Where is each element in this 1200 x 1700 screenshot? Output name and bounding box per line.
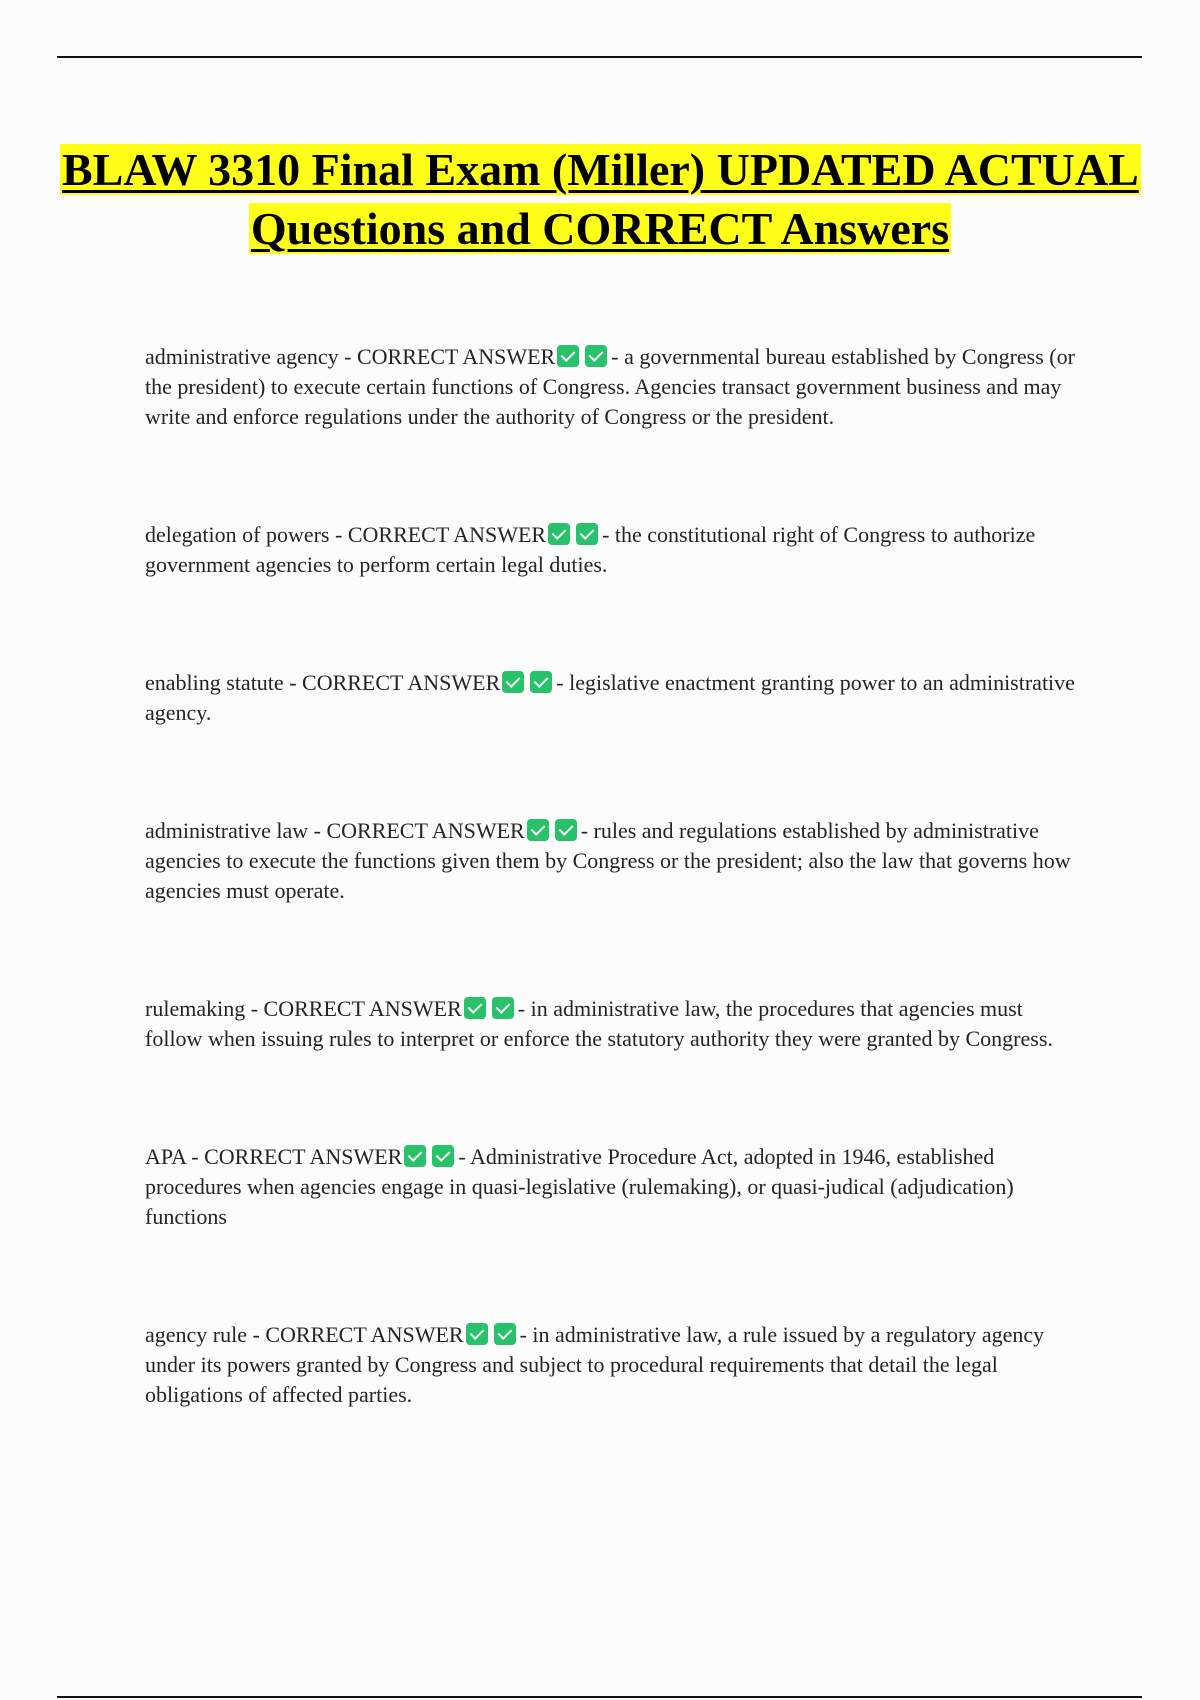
bottom-rule [57,1696,1142,1698]
check-mark-icon [557,345,579,367]
title-block [60,140,1140,258]
qa-term: rulemaking [145,996,246,1021]
qa-separator: - [556,670,570,695]
qa-definition: in administrative law, a rule issued by a regulatory agency under its powers granted by Congress and subject to procedural requirements that detail the legal obligations of affected parties. [145,1322,1045,1407]
qa-answer-marker: CORRECT ANSWER [347,522,547,547]
qa-answer-marker: CORRECT ANSWER [326,818,525,843]
check-mark-icon [432,1145,454,1167]
check-mark-icon [585,345,607,367]
check-mark-icon [576,523,598,545]
qa-entry [145,520,1075,580]
qa-answer-marker: CORRECT ANSWER [204,1144,403,1169]
check-mark-icon [502,671,524,693]
qa-term: delegation of powers [145,522,330,547]
qa-separator: - [308,818,327,843]
qa-separator: - [580,818,594,843]
qa-separator: - [245,996,264,1021]
qa-definition: the constitutional right of Congress to authorize government agencies to perform certain legal duties. [145,522,1036,577]
qa-answer-marker: CORRECT ANSWER [265,1322,464,1347]
check-mark-icon [404,1145,426,1167]
qa-entry [145,1320,1075,1410]
qa-entry [145,994,1075,1054]
check-mark-icon [464,997,486,1019]
qa-answer-marker: CORRECT ANSWER [263,996,462,1021]
qa-separator: - [458,1144,470,1169]
qa-separator: - [247,1322,266,1347]
qa-term: administrative agency [145,344,339,369]
qa-definition: rules and regulations established by administrative agencies to execute the functions given them by Congress or the president; also the law that governs how agencies must operate. [145,818,1071,903]
check-mark-icon [530,671,552,693]
qa-term: enabling statute [145,670,284,695]
qa-definition: a governmental bureau established by Congress (or the president) to execute certain functions of Congress. Agencies transact government business and may write and enforce regulations under the authority of Congress or the president. [145,344,1075,429]
qa-separator: - [611,344,625,369]
check-mark-icon [555,819,577,841]
qa-separator: - [602,522,615,547]
qa-list [145,342,1075,1410]
qa-definition: legislative enactment granting power to an administrative agency. [145,670,1075,725]
check-mark-icon [466,1323,488,1345]
qa-term: agency rule [145,1322,247,1347]
qa-entry [145,1142,1075,1232]
qa-separator: - [329,522,348,547]
qa-answer-marker: CORRECT ANSWER [356,344,556,369]
check-mark-icon [494,1323,516,1345]
qa-separator: - [338,344,357,369]
qa-answer-marker: CORRECT ANSWER [302,670,501,695]
qa-term: administrative law [145,818,309,843]
top-rule [57,56,1142,58]
qa-separator: - [283,670,303,695]
qa-entry [145,668,1075,728]
qa-entry [145,342,1075,432]
check-mark-icon [548,523,570,545]
qa-separator: - [519,1322,533,1347]
check-mark-icon [492,997,514,1019]
qa-term: APA [145,1144,186,1169]
qa-definition: Administrative Procedure Act, adopted in 1946, established procedures when agencies engage in quasi-legislative (rulemaking), or quasi-judical (adjudication) functions [145,1144,1014,1229]
qa-entry [145,816,1075,906]
qa-definition: in administrative law, the procedures that agencies must follow when issuing rules to interpret or enforce the statutory authority they were granted by Congress. [145,996,1053,1051]
qa-separator: - [185,1144,205,1169]
document-title: BLAW 3310 Final Exam (Miller) UPDATED ACTUAL Questions and CORRECT Answers [62,144,1139,254]
qa-separator: - [517,996,531,1021]
check-mark-icon [527,819,549,841]
